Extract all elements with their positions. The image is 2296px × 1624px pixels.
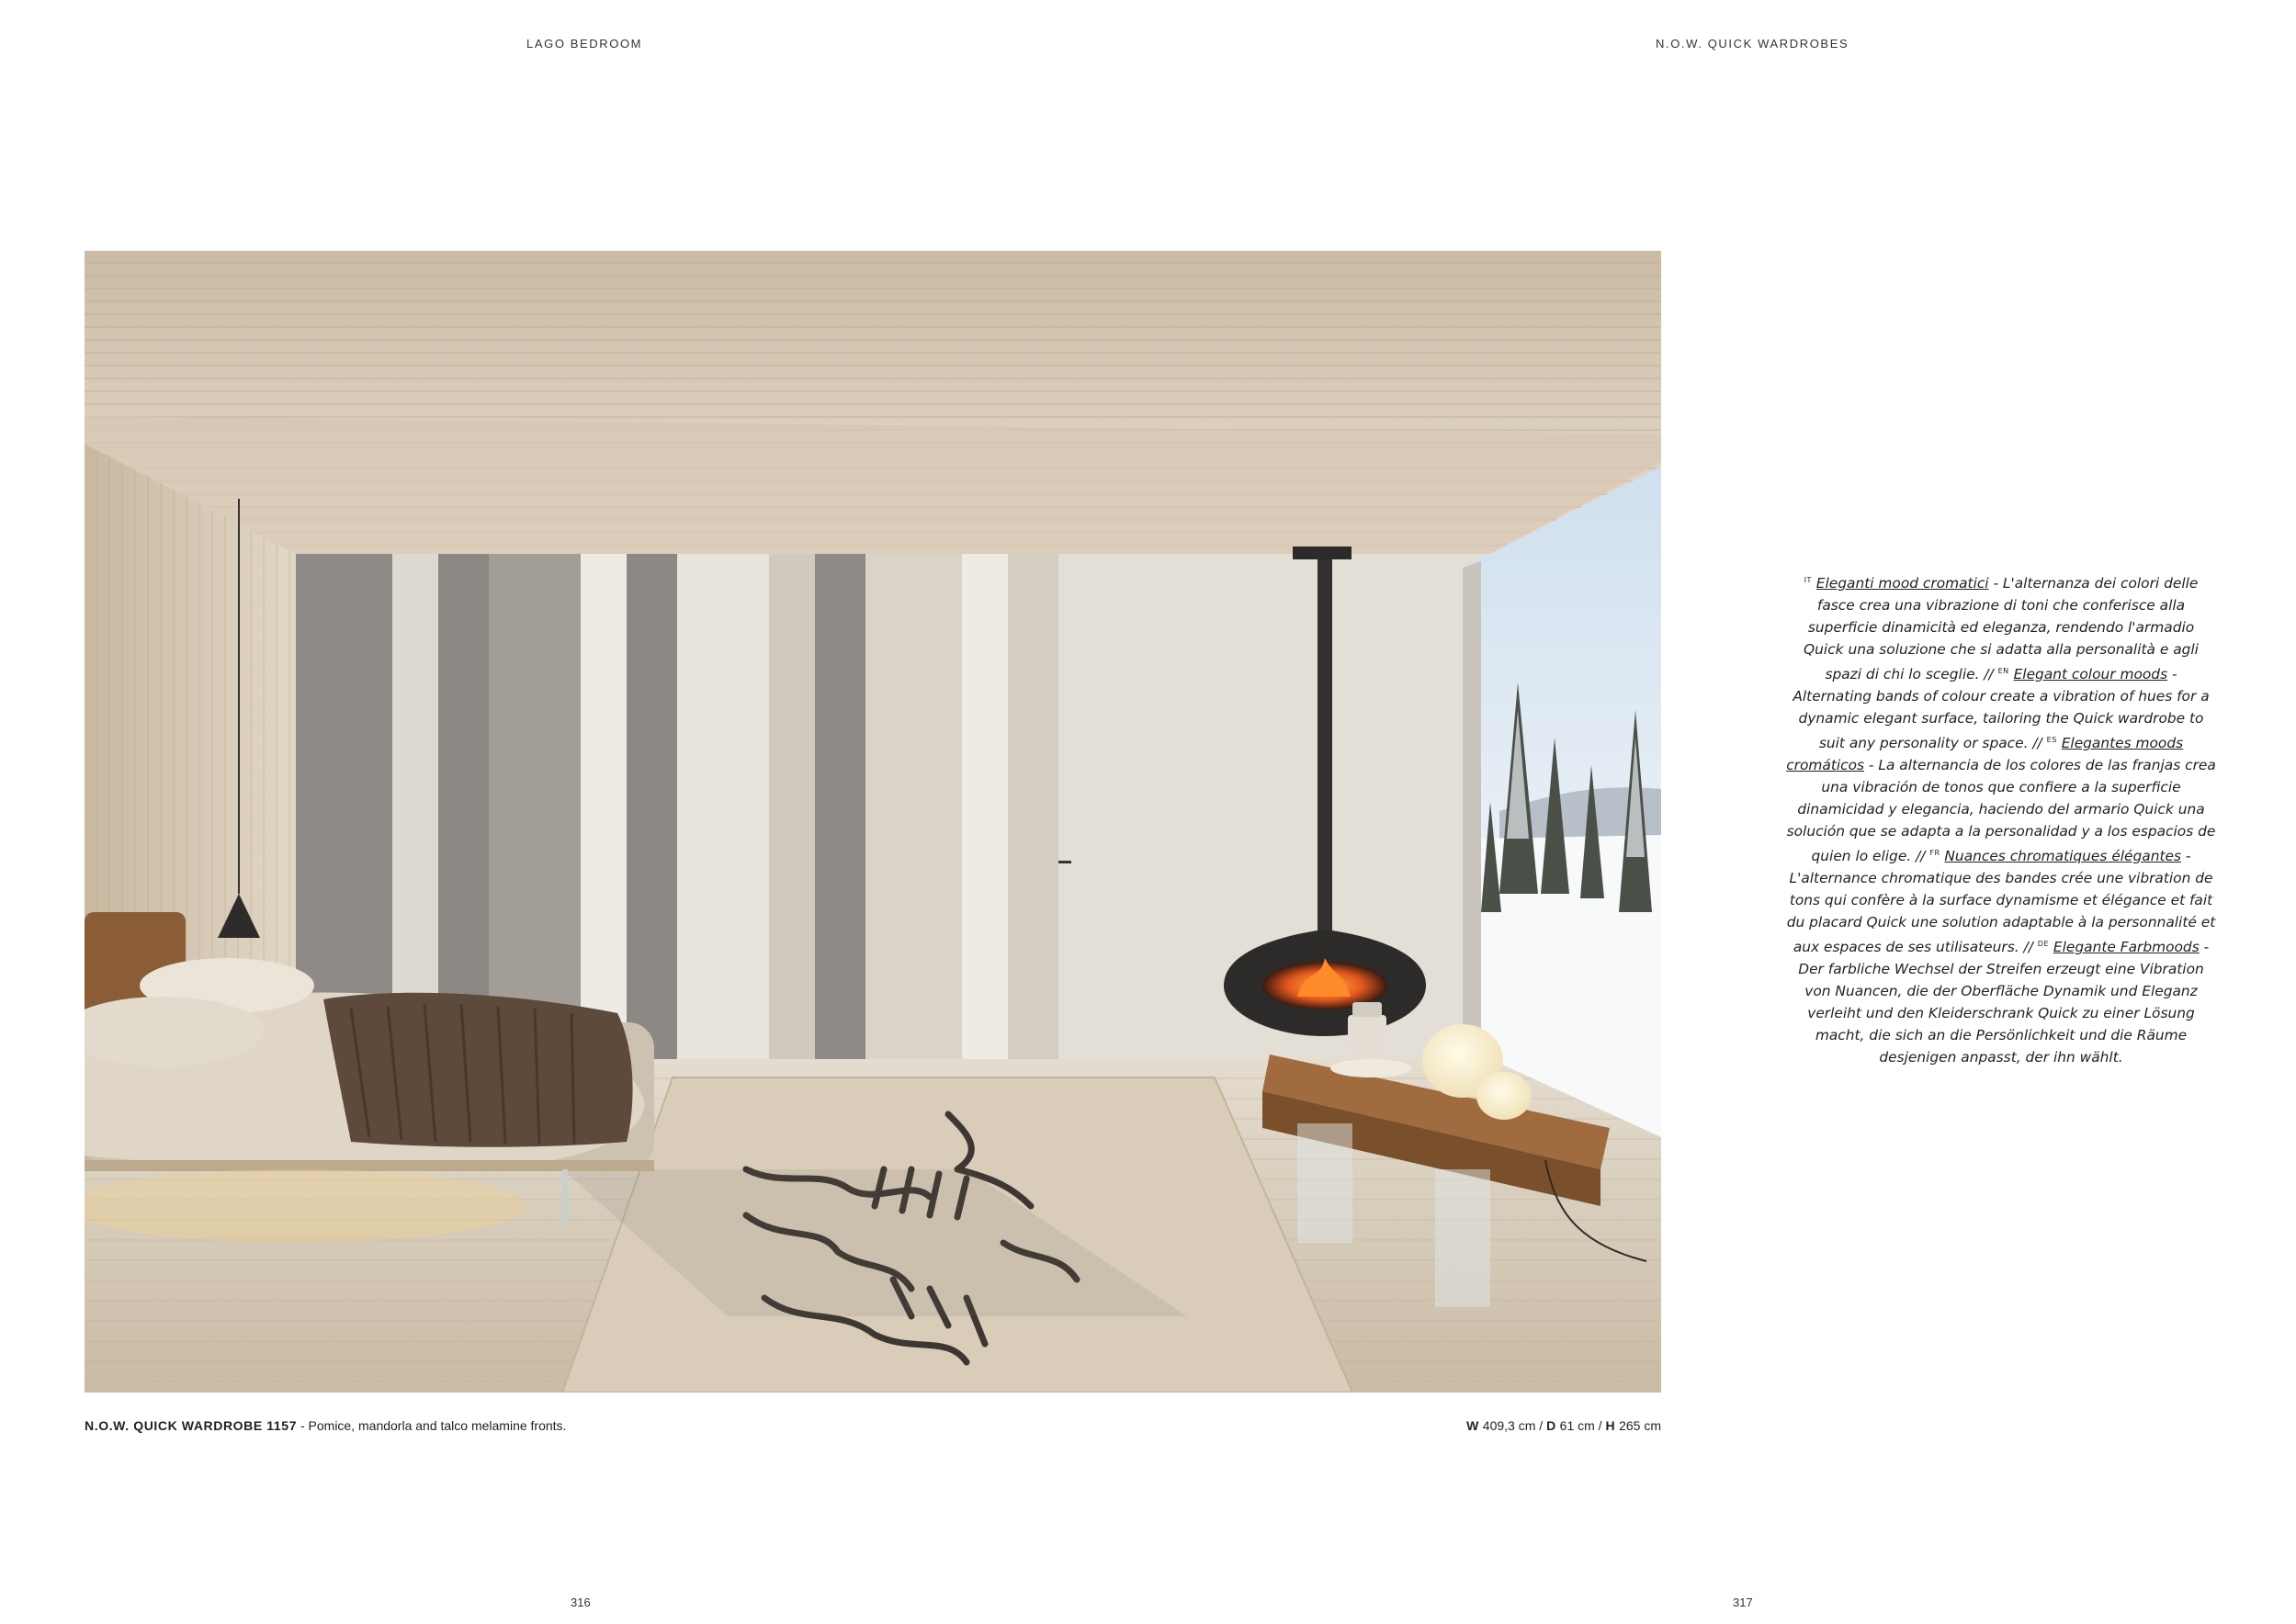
- width-label: W: [1466, 1418, 1479, 1433]
- wardrobe-stripe: [769, 554, 815, 1059]
- title-es: Elegantes moods cromáticos: [1786, 735, 2184, 773]
- page-number-left: 316: [571, 1596, 591, 1609]
- page-number-right: 317: [1733, 1596, 1753, 1609]
- lang-tag-it: IT: [1804, 576, 1812, 584]
- body-es: - La alternancia de los colores de las franjas crea una vibración de tonos que confiere a la superficie dinamicidad y elegancia, haciendo del armario Quick una solución que se adapta a la personalidad y a los espacios de quien lo elige. //: [1786, 757, 2216, 864]
- wardrobe-stripe: [865, 554, 962, 1059]
- wardrobe-stripe: [677, 554, 769, 1059]
- wardrobe: [296, 554, 1058, 1059]
- wardrobe-stripe: [438, 554, 489, 1059]
- running-head-right: N.O.W. QUICK WARDROBES: [1656, 37, 1849, 51]
- depth-label: D: [1546, 1418, 1556, 1433]
- multilingual-description: [1786, 570, 2216, 1068]
- bedroom-illustration: [85, 251, 1661, 1393]
- caption-product: [85, 1418, 566, 1433]
- title-de: Elegante Farbmoods: [2053, 939, 2200, 955]
- lang-tag-fr: FR: [1929, 849, 1940, 857]
- lang-tag-es: ES: [2046, 736, 2057, 744]
- bedroom-photo: [85, 251, 1661, 1393]
- wardrobe-stripe: [1008, 554, 1058, 1059]
- body-de: - Der farbliche Wechsel der Streifen erzeugt eine Vibration von Nuancen, die der Oberfläche Dynamik und Eleganz verleiht und den Kleiderschrank Quick zu einer Lösung macht, die sich an die Persönlichkeit und die Räume desjenigen anpasst, der ihn wählt.: [1798, 939, 2210, 1066]
- product-description: - Pomice, mandorla and talco melamine fronts.: [297, 1418, 567, 1433]
- height-label: H: [1605, 1418, 1616, 1433]
- body-it: - L'alternanza dei colori delle fasce crea una vibrazione di toni che conferisce alla superficie dinamicità ed eleganza, rendendo l'armadio Quick una soluzione che si adatta alla personalità e agli spazi di chi lo sceglie. //: [1804, 575, 2199, 682]
- wardrobe-stripe: [962, 554, 1008, 1059]
- wardrobe-stripe: [815, 554, 865, 1059]
- title-it: Eleganti mood cromatici: [1815, 575, 1989, 592]
- wardrobe-stripe: [581, 554, 627, 1059]
- wardrobe-stripe: [489, 554, 581, 1059]
- body-en: - Alternating bands of colour create a vibration of hues for a dynamic elegant surface, tailoring the Quick wardrobe to suit any personality or space. //: [1793, 666, 2210, 751]
- wardrobe-stripe: [627, 554, 677, 1059]
- title-fr: Nuances chromatiques élégantes: [1944, 848, 2182, 864]
- running-head-left: LAGO BEDROOM: [526, 37, 643, 51]
- wardrobe-stripe: [392, 554, 438, 1059]
- height-value: 265 cm: [1615, 1418, 1661, 1433]
- width-value: 409,3 cm /: [1478, 1418, 1547, 1433]
- depth-value: 61 cm /: [1555, 1418, 1606, 1433]
- title-en: Elegant colour moods: [2013, 666, 2168, 682]
- lang-tag-en: EN: [1997, 667, 2009, 675]
- body-fr: - L'alternance chromatique des bandes crée une vibration de tons qui confère à la surface dynamisme et élégance et fait du placard Quick une solution adaptable à la personnalité et aux espaces de ses utilisateurs. //: [1786, 848, 2216, 955]
- lang-tag-de: DE: [2037, 940, 2049, 948]
- product-name: N.O.W. QUICK WARDROBE 1157: [85, 1418, 298, 1433]
- dimensions: [1466, 1418, 1661, 1433]
- photo-caption: [85, 1418, 1661, 1433]
